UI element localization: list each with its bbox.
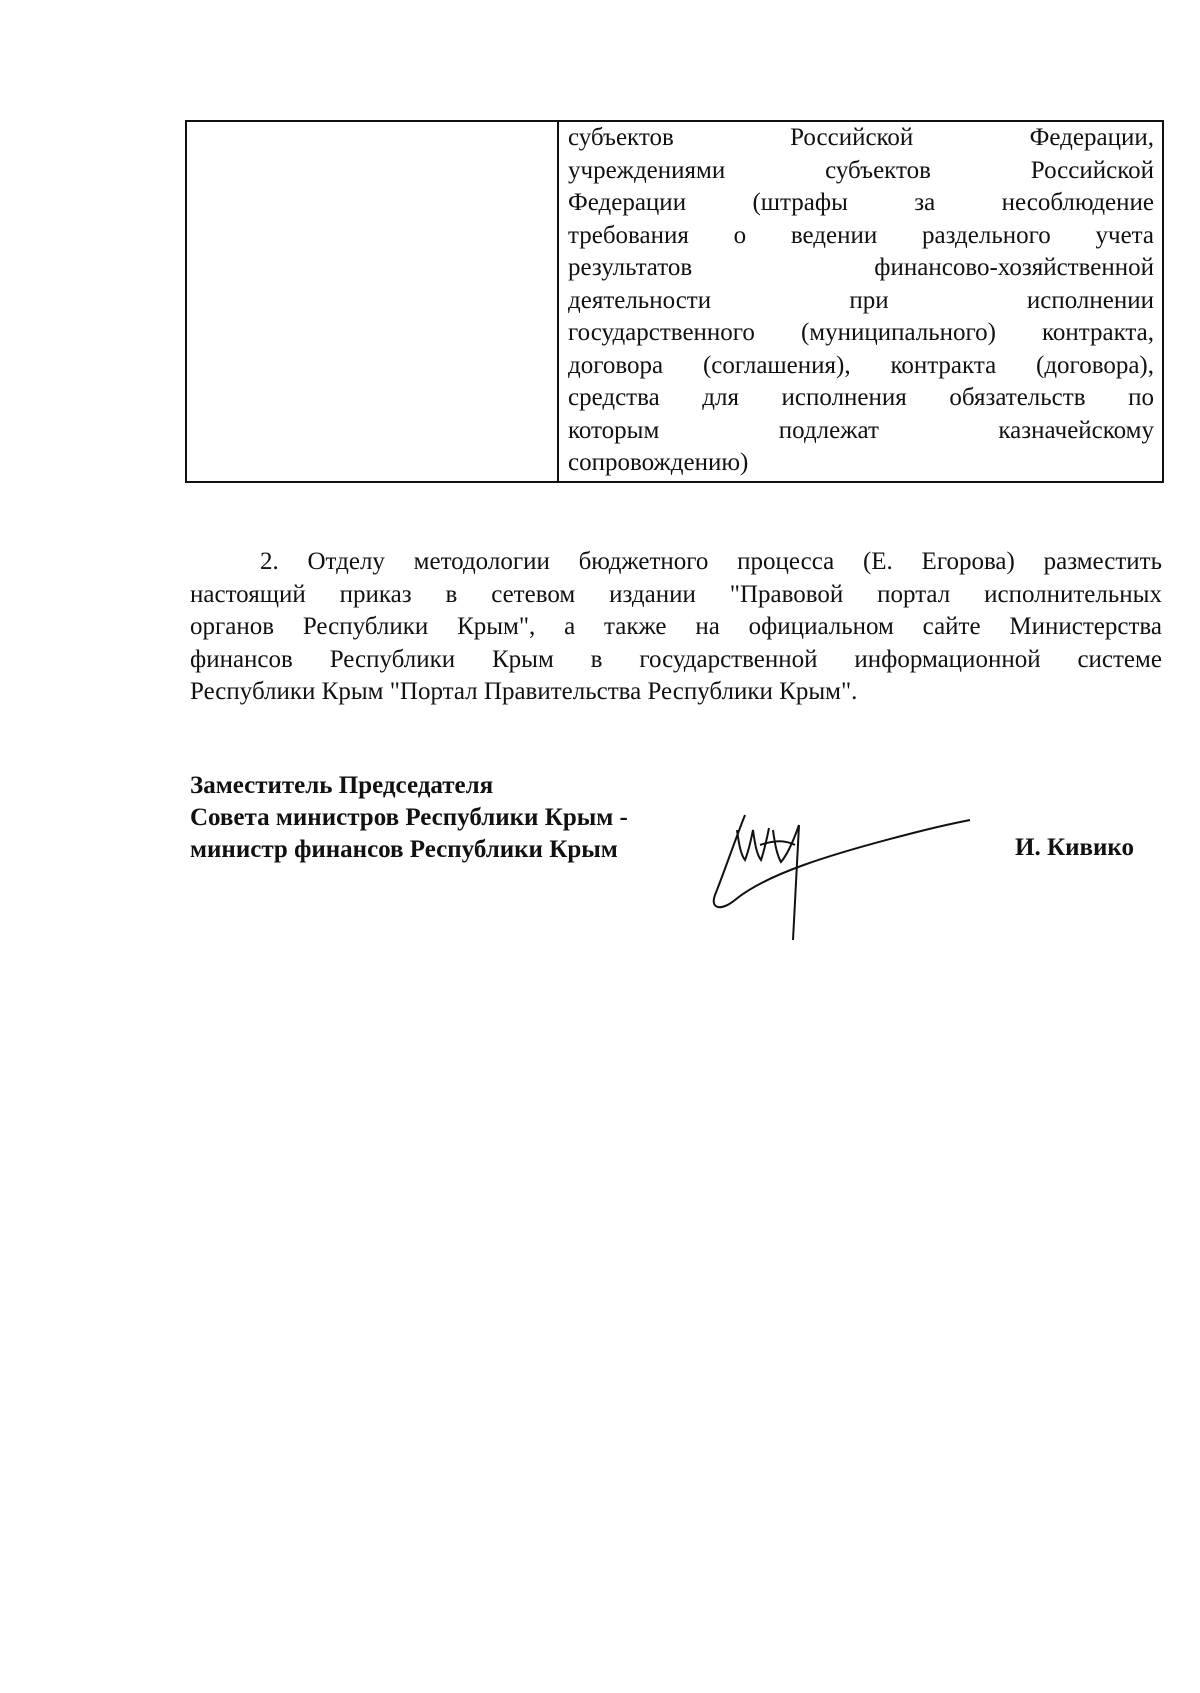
document-table [185, 120, 1164, 483]
word: сайте [922, 613, 981, 640]
text-line [190, 644, 1162, 677]
text-line [568, 155, 1154, 188]
word: (муниципального) [800, 319, 997, 346]
signer-name: И. Кивико [1015, 834, 1134, 861]
word: информационной [854, 645, 1041, 673]
word: при [849, 286, 889, 314]
word: для [702, 384, 739, 411]
text-line [568, 285, 1154, 318]
word: Федерации [568, 189, 687, 216]
signatory-title-line: Заместитель Председателя [190, 772, 494, 799]
word: результатов [568, 254, 693, 281]
handwritten-signature [705, 800, 1005, 950]
text-line [568, 447, 1154, 480]
word: издании [609, 580, 696, 608]
word: а [564, 613, 576, 640]
word: финансово-хозяйственной [874, 254, 1154, 281]
word: сетевом [491, 580, 576, 608]
word: Российской [790, 124, 914, 151]
word: государственной [639, 645, 818, 673]
text-line [568, 350, 1154, 383]
word: контракта, [1042, 319, 1154, 346]
word: которым [568, 416, 660, 444]
word: портал [877, 580, 951, 608]
word: субъектов [825, 156, 931, 184]
signatory-title [190, 770, 628, 866]
word: системе [1077, 645, 1162, 673]
text-line [568, 317, 1154, 350]
word: (соглашения), [702, 351, 851, 379]
text-line [568, 382, 1154, 415]
text-line [190, 611, 1162, 644]
text-line [568, 187, 1154, 220]
signatory-title-line: министр финансов Республики Крым [190, 836, 618, 863]
word: бюджетного [578, 548, 709, 575]
word: Министерства [1009, 613, 1162, 640]
word: в [445, 580, 458, 608]
word: Егорова) [921, 548, 1015, 575]
table-column-divider [557, 122, 559, 481]
word: о [733, 221, 747, 249]
word: Республики [329, 645, 456, 673]
word: Российской [1030, 156, 1154, 184]
text-line [568, 252, 1154, 285]
word: (Е. [862, 548, 893, 575]
word: приказ [339, 580, 412, 608]
word: методологии [413, 548, 550, 575]
word: Крым", [457, 613, 536, 640]
word: органов [190, 613, 275, 640]
word: средства [568, 384, 660, 411]
word: Республики Крым "Портал Правительства Республики Крым". [190, 678, 858, 705]
word: требования [568, 221, 689, 249]
table-cell-empty [187, 122, 557, 481]
word: разместить [1043, 548, 1162, 575]
word: сопровождению) [568, 449, 749, 476]
word: учета [1095, 221, 1154, 249]
word: подлежат [778, 416, 879, 444]
text-line [190, 676, 1162, 709]
word: 2. [260, 548, 279, 575]
word: по [1128, 384, 1154, 411]
word: контракта [890, 351, 997, 379]
word: "Правовой [729, 580, 844, 608]
word: (штрафы [752, 189, 848, 216]
word: договора [568, 351, 664, 379]
word: субъектов [568, 124, 674, 151]
word: процесса [737, 548, 835, 575]
text-line [190, 579, 1162, 612]
word: ведении [790, 221, 878, 249]
text-line [568, 415, 1154, 448]
word: настоящий [190, 580, 306, 608]
word: исполнении [1026, 286, 1154, 314]
word: Отделу [307, 548, 385, 575]
word: учреждениями [568, 156, 726, 184]
word: обязательств [949, 384, 1086, 411]
text-line [190, 546, 1162, 579]
paragraph-2 [190, 546, 1162, 709]
word: исполнения [781, 384, 907, 411]
word: Республики [302, 613, 429, 640]
word: (договора), [1036, 351, 1154, 379]
word: несоблюдение [1001, 189, 1154, 216]
word: также [604, 613, 667, 640]
word: раздельного [922, 221, 1051, 249]
text-line [568, 122, 1154, 155]
signatory-title-line: Совета министров Республики Крым - [190, 804, 628, 831]
word: в [590, 645, 603, 673]
table-cell-text [568, 122, 1154, 480]
word: финансов [190, 645, 293, 673]
word: Федерации, [1029, 124, 1154, 151]
word: государственного [568, 319, 755, 346]
word: деятельности [568, 286, 712, 314]
word: Крым [491, 645, 554, 673]
word: официальном [748, 613, 894, 640]
word: исполнительных [984, 580, 1162, 608]
word: на [695, 613, 720, 640]
word: казначейскому [998, 416, 1154, 444]
text-line [568, 220, 1154, 253]
word: за [914, 189, 936, 216]
